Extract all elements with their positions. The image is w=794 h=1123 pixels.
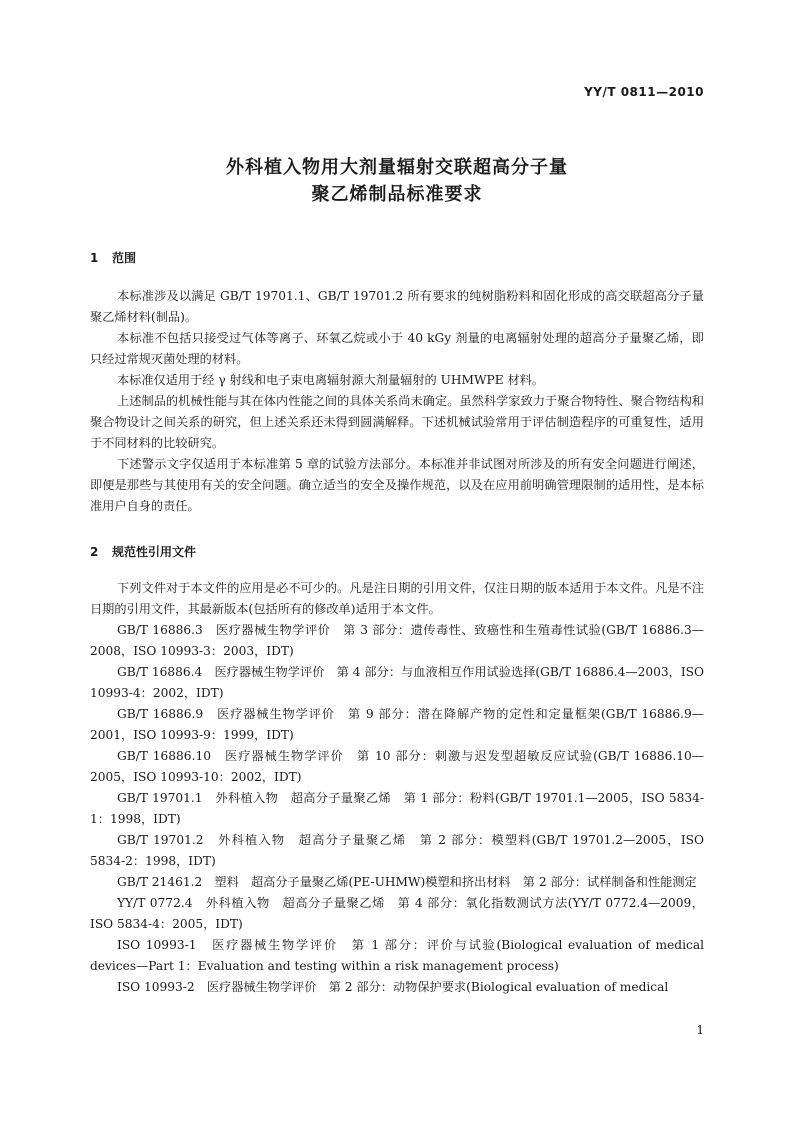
document-title-line-2: 聚乙烯制品标准要求 <box>311 184 483 205</box>
reference-item: ISO 10993-1 医疗器械生物学评价 第 1 部分：评价与试验(Biological evaluation of medical devices—Part 1：Evaluation and testing within a risk management process) <box>90 938 704 973</box>
document-title-line-1: 外科植入物用大剂量辐射交联超高分子量 <box>226 157 568 178</box>
reference-item: GB/T 16886.3 医疗器械生物学评价 第 3 部分：遗传毒性、致癌性和生殖毒性试验(GB/T 16886.3—2008，ISO 10993-3：2003，IDT) <box>90 623 704 658</box>
section-1-body <box>90 286 704 517</box>
standard-number: YY/T 0811—2010 <box>584 85 704 99</box>
reference-item: GB/T 21461.2 塑料 超高分子量聚乙烯(PE-UHMW)模塑和挤出材料 第 2 部分：试样制备和性能测定 <box>117 875 697 889</box>
page-number: 1 <box>696 1023 704 1037</box>
reference-item: GB/T 16886.4 医疗器械生物学评价 第 4 部分：与血液相互作用试验选择(GB/T 16886.4—2003，ISO 10993-4：2002，IDT) <box>90 665 704 700</box>
section-1-paragraph: 本标准仅适用于经 γ 射线和电子束电离辐射源大剂量辐射的 UHMWPE 材料。 <box>117 373 545 387</box>
section-1-heading <box>90 249 136 266</box>
section-1-title: 范围 <box>112 251 137 265</box>
reference-item: GB/T 19701.1 外科植入物 超高分子量聚乙烯 第 1 部分：粉料(GB/T 19701.1—2005，ISO 5834-1：1998，IDT) <box>90 791 704 826</box>
section-1-number: 1 <box>90 251 99 265</box>
reference-item: YY/T 0772.4 外科植入物 超高分子量聚乙烯 第 4 部分：氧化指数测试方法(YY/T 0772.4—2009，ISO 5834-4：2005，IDT) <box>90 896 704 931</box>
reference-item: GB/T 19701.2 外科植入物 超高分子量聚乙烯 第 2 部分：模塑料(GB/T 19701.2—2005，ISO 5834-2：1998，IDT) <box>90 833 704 868</box>
section-1-paragraph: 上述制品的机械性能与其在体内性能之间的具体关系尚未确定。虽然科学家致力于聚合物特性、聚合物结构和聚合物设计之间关系的研究，但上述关系还未得到圆满解释。下述机械试验常用于评估制造程序的可重复性，适用于不同材料的比较研究。 <box>90 394 704 450</box>
reference-item: ISO 10993-2 医疗器械生物学评价 第 2 部分：动物保护要求(Biological evaluation of medical <box>117 980 669 994</box>
reference-item: GB/T 16886.10 医疗器械生物学评价 第 10 部分：刺激与迟发型超敏反应试验(GB/T 16886.10—2005，ISO 10993-10：2002，IDT) <box>90 749 704 784</box>
section-2-body <box>90 578 704 998</box>
reference-item: GB/T 16886.9 医疗器械生物学评价 第 9 部分：潜在降解产物的定性和定量框架(GB/T 16886.9—2001，ISO 10993-9：1999，IDT) <box>90 707 704 742</box>
section-1-paragraph: 下述警示文字仅适用于本标准第 5 章的试验方法部分。本标准并非试图对所涉及的所有安全问题进行阐述，即便是那些与其使用有关的安全问题。确立适当的安全及操作规范，以及在应用前明确管理限制的适用性，是本标准用户自身的责任。 <box>90 457 704 513</box>
section-1-paragraph: 本标准涉及以满足 GB/T 19701.1、GB/T 19701.2 所有要求的纯树脂粉料和固化形成的高交联超高分子量聚乙烯材料(制品)。 <box>90 289 704 324</box>
section-2-title: 规范性引用文件 <box>112 545 197 559</box>
section-2-heading <box>90 543 196 560</box>
section-2-intro: 下列文件对于本文件的应用是必不可少的。凡是注日期的引用文件，仅注日期的版本适用于本文件。凡是不注日期的引用文件，其最新版本(包括所有的修改单)适用于本文件。 <box>90 581 704 616</box>
section-2-number: 2 <box>90 545 99 559</box>
section-1-paragraph: 本标准不包括只接受过气体等离子、环氧乙烷或小于 40 kGy 剂量的电离辐射处理的超高分子量聚乙烯，即只经过常规灭菌处理的材料。 <box>90 331 704 366</box>
